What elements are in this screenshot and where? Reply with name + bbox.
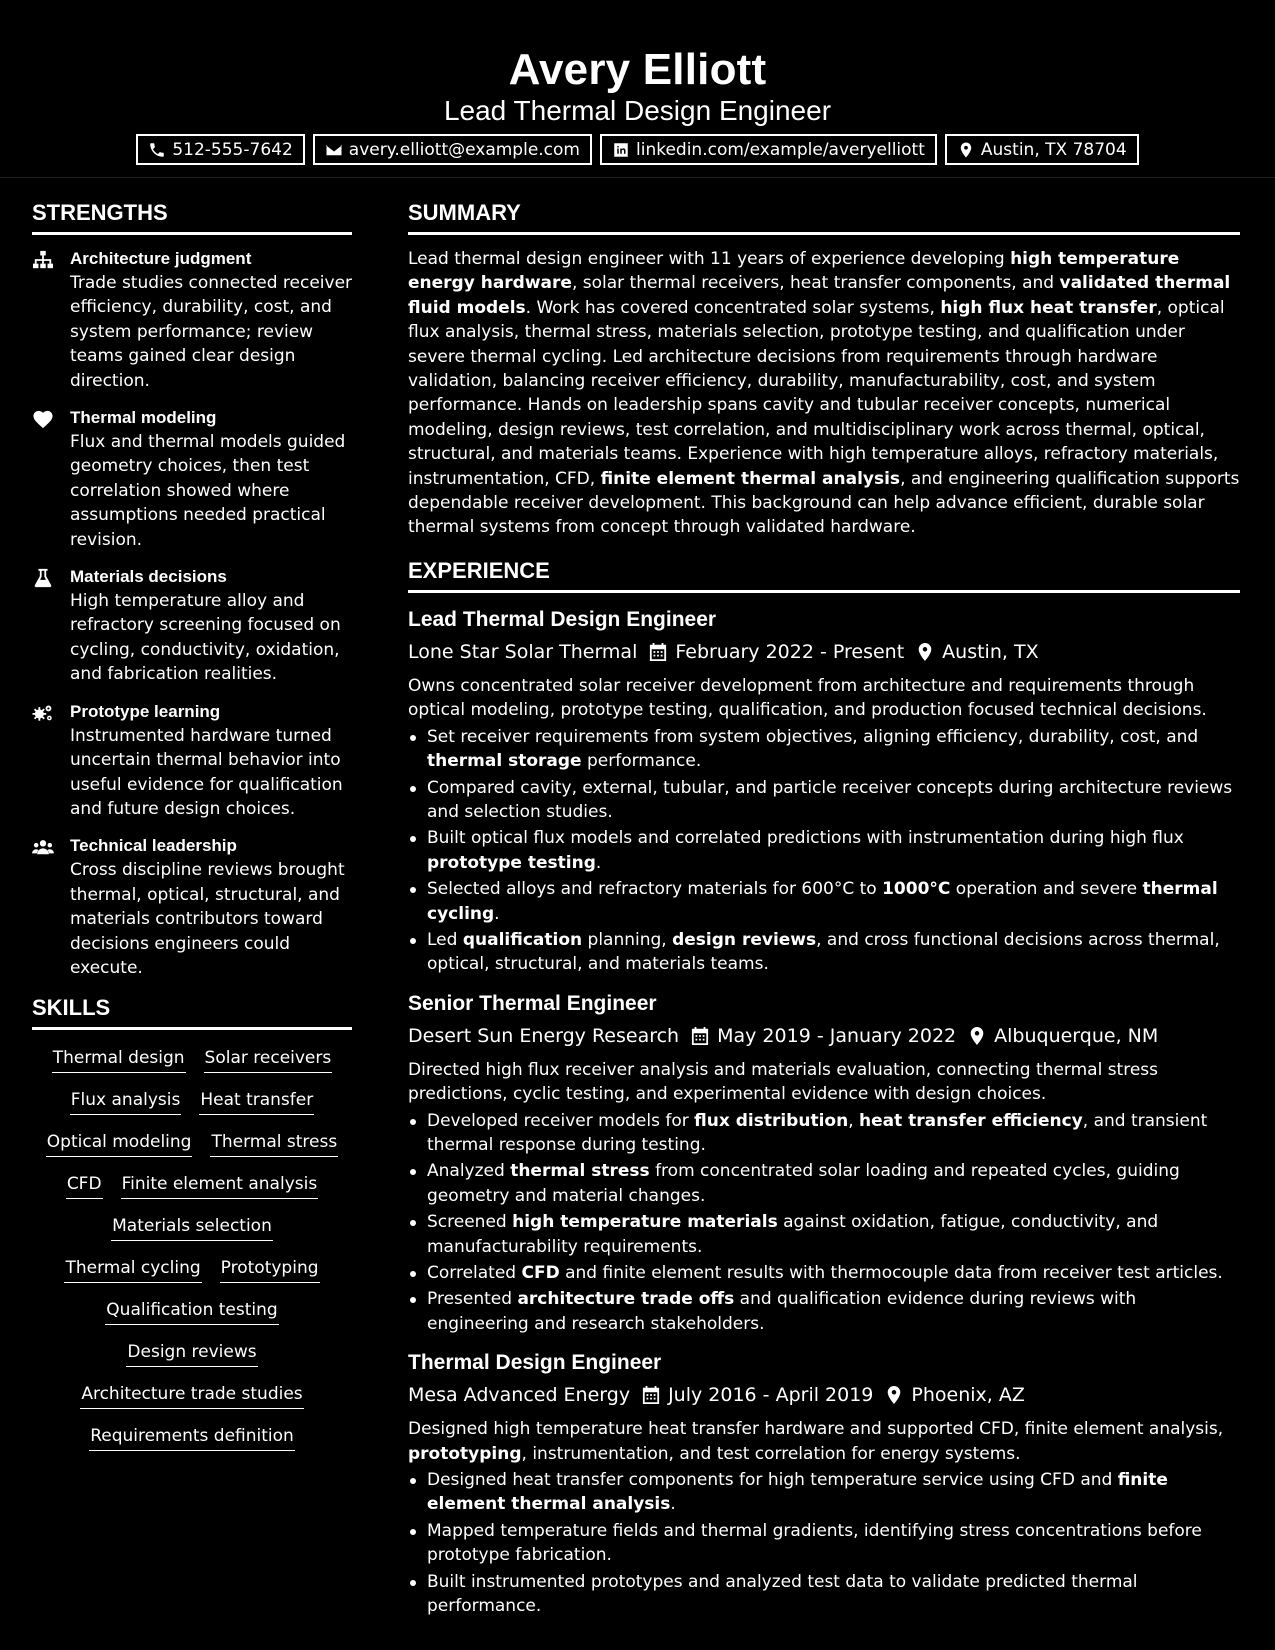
- job-meta: [408, 636, 1240, 668]
- candidate-name: Avery Elliott: [508, 45, 767, 94]
- calendar-icon: [642, 1385, 660, 1405]
- emphasis-text: design reviews: [672, 929, 817, 950]
- bullet-segment: against oxidation, fatigue, conductivity, and manufacturability requirements.: [427, 1212, 1159, 1257]
- bullet-segment: Analyzed: [427, 1161, 511, 1182]
- emphasis-text: thermal storage: [427, 751, 582, 772]
- skill-tag: Design reviews: [126, 1340, 257, 1367]
- skill-tag: Thermal design: [52, 1046, 186, 1073]
- strengths-heading: STRENGTHS: [32, 198, 352, 235]
- job-title: Senior Thermal Engineer: [408, 991, 657, 1015]
- emphasis-text: thermal stress: [510, 1161, 650, 1182]
- skill-tag: Prototyping: [220, 1256, 320, 1283]
- contact-phone[interactable]: [136, 134, 304, 165]
- skill-tag: Qualification testing: [105, 1298, 278, 1325]
- bullet-segment: .: [595, 852, 602, 873]
- bullet-segment: Built optical flux models and correlated predictions with instrumentation during high flux: [427, 828, 1184, 849]
- job-description: [408, 1058, 1240, 1107]
- bullet-item: [408, 1468, 1240, 1517]
- contact-bar: [0, 134, 1275, 165]
- emphasis-text: thermal cycling: [427, 879, 1218, 924]
- skills-row: [32, 1088, 352, 1115]
- emphasis-text: heat transfer efficiency: [859, 1110, 1083, 1131]
- skill-tag: CFD: [66, 1172, 103, 1199]
- bullet-segment: Presented: [427, 1289, 518, 1310]
- summary-segment: , and engineering qualification supports dependable receiver development. This background can help advance efficient, durable solar thermal systems from concept through validated hardware.: [408, 468, 1240, 538]
- heart-icon: [32, 409, 54, 429]
- job-entry: [408, 989, 1240, 1336]
- envelope-icon: [325, 141, 343, 159]
- strength-title: Architecture judgment: [70, 249, 252, 268]
- skills-row: [32, 1382, 352, 1409]
- skills-row: [32, 1256, 352, 1283]
- description-segment: Directed high flux receiver analysis and materials evaluation, connecting thermal stress predictions, cyclic testing, and experimental evidence with design choices.: [408, 1059, 1159, 1105]
- skills-row: [32, 1424, 352, 1451]
- contact-email[interactable]: [313, 134, 592, 165]
- skill-tag: Flux analysis: [70, 1088, 182, 1115]
- experience-list: [408, 605, 1240, 1619]
- summary-segment: . Work has covered concentrated solar systems,: [525, 297, 941, 318]
- contact-text: linkedin.com/example/averyelliott: [636, 139, 925, 160]
- strength-description: Cross discipline reviews brought thermal, optical, structural, and materials contributors toward decisions engineers could execute.: [70, 860, 345, 978]
- emphasis-text: architecture trade offs: [517, 1289, 735, 1310]
- job-location: Albuquerque, NM: [994, 1024, 1159, 1047]
- resume-header: [0, 0, 1275, 178]
- emphasis-text: prototype testing: [427, 852, 596, 873]
- skill-tag: Requirements definition: [89, 1424, 295, 1451]
- bullet-segment: Set receiver requirements from system objectives, aligning efficiency, durability, cost, and: [427, 726, 1199, 747]
- bullet-item: [408, 1287, 1240, 1336]
- contact-text: Austin, TX 78704: [980, 139, 1127, 160]
- bullet-segment: Built instrumented prototypes and analyzed test data to validate predicted thermal performance.: [427, 1571, 1138, 1617]
- bullet-segment: from concentrated solar loading and repeated cycles, guiding geometry and material changes.: [427, 1161, 1180, 1206]
- bullet-item: [408, 776, 1240, 825]
- summary-text: [408, 247, 1240, 540]
- strength-item: [32, 834, 352, 980]
- candidate-title: Lead Thermal Design Engineer: [443, 95, 832, 126]
- job-dates: May 2019 - January 2022: [717, 1024, 957, 1047]
- flask-icon: [32, 568, 54, 588]
- strength-item: [32, 700, 352, 822]
- job-bullets: [408, 1109, 1240, 1337]
- bullet-segment: , and transient thermal response during testing.: [427, 1110, 1208, 1155]
- strength-title: Materials decisions: [70, 567, 227, 587]
- emphasis-text: qualification: [462, 929, 583, 950]
- emphasis-text: high flux heat transfer: [940, 297, 1157, 318]
- skills-row: [32, 1340, 352, 1367]
- emphasis-text: flux distribution: [694, 1110, 849, 1131]
- bullet-segment: .: [670, 1494, 676, 1515]
- job-bullets: [408, 1468, 1240, 1618]
- skills-row: [32, 1130, 352, 1157]
- bullet-item: [408, 1519, 1240, 1568]
- left-column: [32, 198, 352, 1451]
- skills-row: [32, 1214, 352, 1241]
- map-pin-icon: [916, 642, 934, 662]
- calendar-icon: [649, 642, 667, 662]
- bullet-item: [408, 1210, 1240, 1259]
- gears-icon: [32, 703, 54, 723]
- emphasis-text: high temperature energy hardware: [408, 249, 1180, 294]
- bullet-segment: Mapped temperature fields and thermal gradients, identifying stress concentrations before prototype fabrication.: [427, 1520, 1202, 1566]
- job-location: Phoenix, AZ: [911, 1384, 1025, 1407]
- job-dates: February 2022 - Present: [675, 640, 905, 663]
- summary-segment: Lead thermal design engineer with 11 years of experience developing: [408, 249, 1011, 269]
- bullet-segment: .: [494, 903, 500, 924]
- users-icon: [32, 837, 54, 857]
- contact-location[interactable]: [945, 134, 1139, 165]
- bullet-segment: Designed heat transfer components for high temperature service using CFD and: [427, 1470, 1118, 1491]
- strength-item: [32, 565, 352, 687]
- bullet-item: [408, 826, 1240, 875]
- emphasis-text: finite element thermal analysis: [600, 468, 901, 489]
- bullet-segment: planning,: [582, 929, 673, 950]
- description-segment: Designed high temperature heat transfer hardware and supported CFD, finite element analysis,: [408, 1419, 1224, 1440]
- summary-segment: , optical flux analysis, thermal stress, materials selection, prototype testing, and qualification under severe thermal cycling. Led architecture decisions from requirements through hardware validation, balancing receiver efficiency, durability, manufacturability, cost, and system performance. Hands on leadership spans cavity and tubular receiver concepts, numerical modeling, design reviews, test correlation, and multidisciplinary work across thermal, optical, structural, and materials teams. Experience with high temperature alloys, refractory materials, instrumentation, CFD,: [408, 297, 1225, 489]
- strength-title: Thermal modeling: [70, 408, 217, 428]
- job-location: Austin, TX: [942, 640, 1039, 663]
- skills-row: [32, 1298, 352, 1325]
- emphasis-text: validated thermal fluid models: [408, 273, 1231, 318]
- job-bullets: [408, 725, 1240, 977]
- skill-tag: Optical modeling: [46, 1130, 193, 1157]
- emphasis-text: 1000°C: [882, 879, 951, 900]
- emphasis-text: high temperature materials: [512, 1212, 778, 1233]
- bullet-item: [408, 1261, 1240, 1285]
- map-pin-icon: [885, 1385, 903, 1405]
- bullet-segment: Developed receiver models for: [427, 1110, 695, 1131]
- linkedin-icon: [612, 141, 630, 159]
- skill-tag: Materials selection: [111, 1214, 273, 1241]
- skill-tag: Heat transfer: [199, 1088, 314, 1115]
- job-company: Desert Sun Energy Research: [408, 1024, 680, 1047]
- strength-title: Technical leadership: [70, 836, 237, 856]
- experience-heading: EXPERIENCE: [408, 556, 1240, 593]
- bullet-item: [408, 928, 1240, 977]
- right-column: [408, 198, 1240, 1630]
- skills-row: [32, 1172, 352, 1199]
- skills-row: [32, 1046, 352, 1073]
- strength-description: Trade studies connected receiver efficiency, durability, cost, and system performance; review teams gained clear design direction.: [70, 273, 353, 391]
- job-company: Mesa Advanced Energy: [408, 1384, 631, 1407]
- bullet-segment: Compared cavity, external, tubular, and particle receiver concepts during architecture reviews and selection studies.: [427, 777, 1233, 822]
- job-company: Lone Star Solar Thermal: [408, 640, 638, 663]
- bullet-segment: and qualification evidence during reviews with engineering and research stakeholders.: [427, 1289, 1137, 1334]
- job-dates: July 2016 - April 2019: [668, 1384, 874, 1407]
- bullet-segment: performance.: [581, 751, 702, 772]
- summary-heading: SUMMARY: [408, 198, 1240, 235]
- contact-linkedin[interactable]: [600, 134, 937, 165]
- bullet-segment: operation and severe: [950, 879, 1143, 900]
- bullet-segment: Selected alloys and refractory materials for 600°C to: [427, 879, 883, 900]
- emphasis-text: prototyping: [408, 1443, 522, 1464]
- bullet-segment: ,: [848, 1110, 859, 1131]
- strength-title: Prototype learning: [70, 701, 221, 721]
- phone-icon: [148, 141, 166, 159]
- bullet-segment: Led: [427, 929, 463, 950]
- bullet-item: [408, 725, 1240, 774]
- bullet-segment: and finite element results with thermocouple data from receiver test articles.: [559, 1263, 1223, 1283]
- strength-item: [32, 406, 352, 552]
- strength-description: High temperature alloy and refractory screening focused on cycling, conductivity, oxidation, and fabrication realities.: [70, 591, 341, 685]
- bullet-item: [408, 1570, 1240, 1619]
- skills-list: [32, 1042, 352, 1451]
- emphasis-text: CFD: [521, 1263, 560, 1283]
- description-segment: Owns concentrated solar receiver development from architecture and requirements through optical modeling, prototype testing, qualification, and production focused technical decisions.: [408, 675, 1207, 721]
- contact-text: avery.elliott@example.com: [348, 139, 580, 160]
- bullet-segment: , and cross functional decisions across thermal, optical, structural, and materials teams.: [427, 929, 1220, 975]
- org-chart-icon: [32, 250, 54, 270]
- job-entry: [408, 1348, 1240, 1618]
- strength-description: Instrumented hardware turned uncertain thermal behavior into useful evidence for qualification and future design choices.: [70, 725, 343, 819]
- job-title: Thermal Design Engineer: [408, 1351, 662, 1375]
- strength-item: [32, 247, 352, 393]
- map-pin-icon: [957, 141, 975, 159]
- summary-segment: , solar thermal receivers, heat transfer components, and: [571, 273, 1060, 294]
- skill-tag: Solar receivers: [204, 1046, 333, 1073]
- skill-tag: Thermal stress: [210, 1130, 338, 1157]
- job-description: [408, 1417, 1240, 1466]
- skills-heading: SKILLS: [32, 993, 352, 1030]
- job-meta: [408, 1020, 1240, 1052]
- bullet-segment: Correlated: [427, 1263, 522, 1283]
- bullet-item: [408, 1109, 1240, 1158]
- emphasis-text: finite element thermal analysis: [427, 1470, 1168, 1515]
- map-pin-icon: [968, 1026, 986, 1046]
- job-title: Lead Thermal Design Engineer: [408, 607, 717, 631]
- bullet-item: [408, 877, 1240, 926]
- job-meta: [408, 1379, 1240, 1411]
- calendar-icon: [691, 1026, 709, 1046]
- job-entry: [408, 605, 1240, 977]
- job-description: [408, 674, 1240, 723]
- skill-tag: Thermal cycling: [64, 1256, 201, 1283]
- skill-tag: Architecture trade studies: [80, 1382, 303, 1409]
- strength-description: Flux and thermal models guided geometry choices, then test correlation showed where assumptions needed practical revision.: [70, 432, 346, 550]
- description-segment: , instrumentation, and test correlation for energy systems.: [521, 1443, 1021, 1464]
- contact-text: 512-555-7642: [172, 139, 293, 160]
- bullet-segment: Screened: [427, 1212, 513, 1233]
- bullet-item: [408, 1159, 1240, 1208]
- skill-tag: Finite element analysis: [121, 1172, 319, 1199]
